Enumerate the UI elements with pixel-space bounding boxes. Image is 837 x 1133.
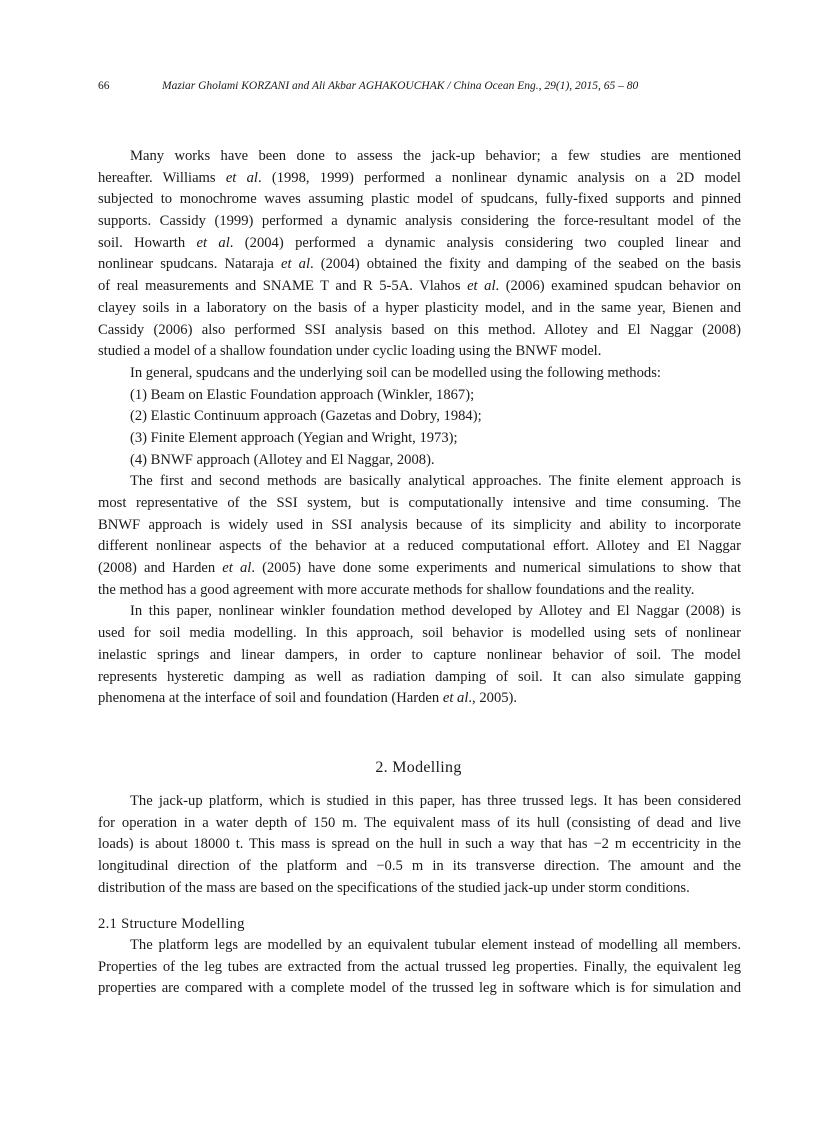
text-line <box>98 189 741 211</box>
text-line <box>98 813 741 835</box>
text-segment: . (2005) have done some experiments and numerical simulations to show that <box>251 560 741 577</box>
text-line <box>98 688 741 710</box>
text-segment: the method has a good agreement with more accurate methods for shallow foundations and the reality. <box>98 581 695 598</box>
text-line <box>98 601 741 623</box>
text-line <box>98 667 741 689</box>
text-line <box>98 580 741 602</box>
text-segment: nonlinear spudcans. Nataraja <box>98 256 282 273</box>
text-segment: The first and second methods are basically analytical approaches. The finite element approach is <box>130 473 741 490</box>
text-line <box>98 146 741 168</box>
text-line <box>98 935 741 957</box>
text-segment: properties are compared with a complete model of the trussed leg in software which is for simulation and <box>98 980 741 997</box>
text-segment: loads) is about 18000 t. This mass is spread on the hull in such a way that has −2 m eccentricity in the <box>98 836 741 853</box>
text-segment: . (2004) obtained the fixity and damping of the seabed on the basis <box>310 256 742 273</box>
italic-text: et al <box>196 234 230 251</box>
text-line <box>98 254 741 276</box>
text-line <box>98 957 741 979</box>
text-segment: In general, spudcans and the underlying soil can be modelled using the following methods: <box>130 364 661 381</box>
text-line <box>98 450 741 472</box>
text-line <box>98 515 741 537</box>
text-segment: most representative of the SSI system, but is computationally intensive and time consuming. The <box>98 495 741 511</box>
running-header: Maziar Gholami KORZANI and Ali Akbar AGHAKOUCHAK / China Ocean Eng., 29(1), 2015, 65 – 80 <box>162 80 639 92</box>
text-segment: studied a model of a shallow foundation under cyclic loading using the BNWF model. <box>98 343 602 360</box>
text-line <box>98 276 741 298</box>
text-segment: distribution of the mass are based on the specifications of the studied jack-up under storm conditions. <box>98 879 690 896</box>
text-line <box>98 623 741 645</box>
section-heading: 2. Modelling <box>375 759 462 776</box>
body-text-structure <box>98 935 741 1000</box>
text-line <box>98 493 741 515</box>
text-line <box>98 536 741 558</box>
text-segment: (3) Finite Element approach (Yegian and Wright, 1973); <box>130 429 458 446</box>
italic-text: et al <box>467 278 496 295</box>
text-segment: BNWF approach is widely used in SSI analysis because of its simplicity and ability to incorporate <box>98 516 741 533</box>
text-segment: (2) Elastic Continuum approach (Gazetas and Dobry, 1984); <box>130 408 482 425</box>
text-line <box>98 298 741 320</box>
text-segment: . (2004) performed a dynamic analysis considering two coupled linear and <box>229 234 741 251</box>
text-line <box>98 233 741 255</box>
text-segment: (2008) and Harden <box>98 560 223 577</box>
text-segment: of real measurements and SNAME T and R 5-5A. Vlahos <box>98 278 468 295</box>
text-segment: different nonlinear aspects of the behavior at a reduced computational effort. Allotey and El Naggar <box>98 538 741 555</box>
text-segment: . (2006) examined spudcan behavior on <box>495 278 741 295</box>
text-segment: soil. Howarth <box>98 234 197 251</box>
text-segment: The jack-up platform, which is studied in this paper, has three trussed legs. It has been considered <box>130 793 741 809</box>
text-segment: In this paper, nonlinear winkler foundation method developed by Allotey and El Naggar (2008) is <box>130 603 741 620</box>
body-text-intro <box>98 146 741 710</box>
text-line <box>98 406 741 428</box>
italic-text: et al <box>225 169 258 186</box>
text-line <box>98 558 741 580</box>
text-segment: ., 2005). <box>468 690 518 707</box>
text-segment: hereafter. Williams <box>98 169 226 186</box>
text-segment: phenomena at the interface of soil and foundation (Harden <box>98 690 443 707</box>
body-text-modelling <box>98 791 741 899</box>
subsection-heading: 2.1 Structure Modelling <box>98 916 245 932</box>
text-segment: for operation in a water depth of 150 m. The equivalent mass of its hull (consisting of dead and live <box>98 814 741 831</box>
text-line <box>98 320 741 342</box>
text-segment: . (1998, 1999) performed a nonlinear dynamic analysis on a 2D model <box>257 169 741 186</box>
italic-text: et al <box>222 560 252 577</box>
text-line <box>98 385 741 407</box>
text-line <box>98 878 741 900</box>
text-segment: used for soil media modelling. In this approach, soil behavior is modelled using sets of nonlinear <box>98 625 741 642</box>
text-line <box>98 856 741 878</box>
text-line <box>98 428 741 450</box>
text-segment: Properties of the leg tubes are extracted from the actual trussed leg properties. Finally, the equivalent leg <box>98 958 741 975</box>
italic-text: et al <box>442 690 469 707</box>
text-line <box>98 834 741 856</box>
text-line <box>98 341 741 363</box>
text-line <box>98 471 741 493</box>
text-segment: subjected to monochrome waves assuming plastic model of spudcans, fully-fixed supports and pinned <box>98 191 741 208</box>
text-segment: inelastic springs and linear dampers, in order to capture nonlinear behavior of soil. The model <box>98 646 741 663</box>
text-line <box>98 211 741 233</box>
text-segment: Cassidy (2006) also performed SSI analysis based on this method. Allotey and El Naggar (2008) <box>98 321 741 338</box>
text-line <box>98 168 741 190</box>
text-line <box>98 363 741 385</box>
text-line <box>98 791 741 813</box>
text-segment: longitudinal direction of the platform and −0.5 m in its transverse direction. The amount and the <box>98 858 741 875</box>
text-segment: represents hysteretic damping as well as radiation damping of soil. It can also simulate gapping <box>98 668 741 685</box>
text-segment: Many works have been done to assess the jack-up behavior; a few studies are mentioned <box>130 148 741 164</box>
text-segment: clayey soils in a laboratory on the basis of a hyper plasticity model, and in the same year, Bienen and <box>98 299 741 316</box>
text-segment: (1) Beam on Elastic Foundation approach (Winkler, 1867); <box>130 386 475 403</box>
text-line <box>98 645 741 667</box>
text-line <box>98 978 741 1000</box>
italic-text: et al <box>281 256 311 273</box>
text-segment: The platform legs are modelled by an equivalent tubular element instead of modelling all members. <box>130 937 741 953</box>
text-segment: (4) BNWF approach (Allotey and El Naggar, 2008). <box>130 451 435 468</box>
page-number: 66 <box>98 80 110 92</box>
text-segment: supports. Cassidy (1999) performed a dynamic analysis considering the force-resultant model of the <box>98 213 741 230</box>
